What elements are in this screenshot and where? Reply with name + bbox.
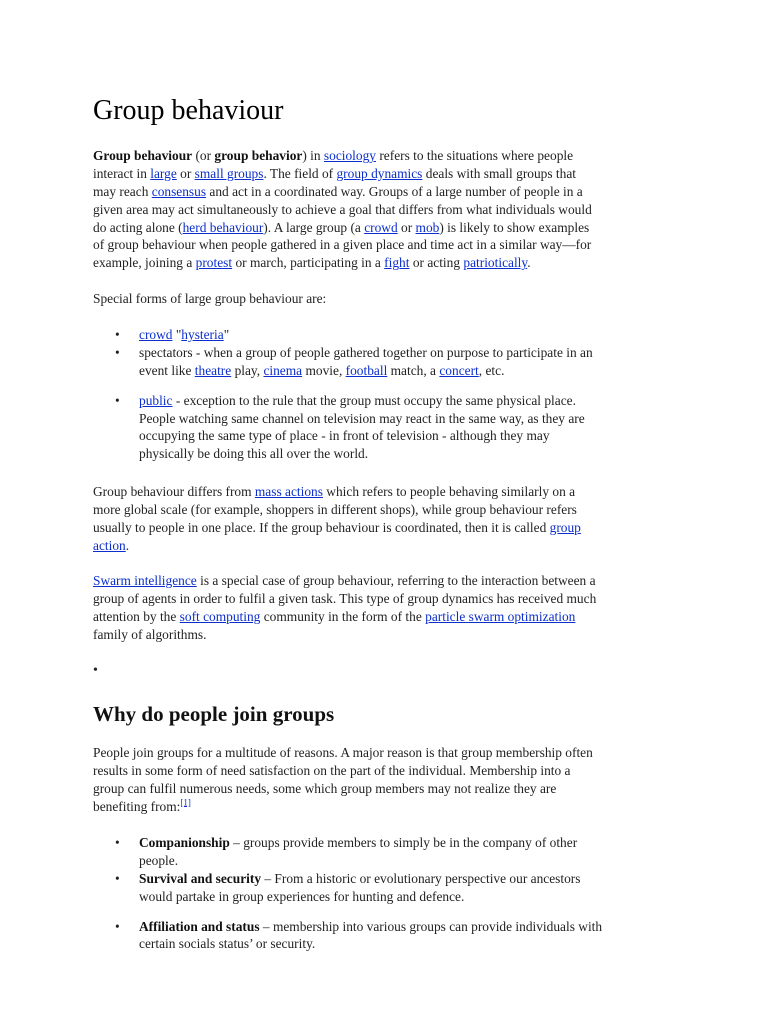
link-soft-computing[interactable]: soft computing	[179, 608, 261, 624]
link-protest[interactable]: protest	[195, 255, 233, 271]
term-companionship: Companionship	[139, 835, 230, 850]
list-item: • Affiliation and status – membership into various groups can provide individuals with certain socials status’ or security.	[115, 918, 603, 952]
link-patriotically[interactable]: patriotically	[463, 255, 528, 271]
bullet-icon: •	[93, 663, 98, 678]
link-concert[interactable]: concert	[439, 362, 479, 378]
link-crowd-item[interactable]: crowd	[139, 327, 173, 342]
forms-list	[93, 326, 683, 463]
link-consensus[interactable]: consensus	[151, 183, 207, 199]
reference-link-1[interactable]: [1]	[180, 797, 191, 808]
intro-line-6: of group behaviour when people gathered in a given place and time act in a similar way—for	[93, 237, 592, 253]
special-forms-paragraph: Special forms of large group behaviour are:	[93, 291, 327, 306]
term-survival-security: Survival and security	[139, 870, 262, 886]
bullet-icon: •	[115, 327, 120, 342]
list-item: • spectators - when a group of people gathered together on purpose to participate in an event like theatre play, cinema movie, football match, a concert, etc.	[115, 344, 593, 378]
link-herd-behaviour[interactable]: herd behaviour	[182, 219, 264, 235]
differs-paragraph: Group behaviour differs from mass actions which refers to people behaving similarly on a more global scale (for example, shoppers in different shops), while group behaviour refers usually to people in one place. If the group behaviour is coordinated, then it is called group action.	[93, 484, 581, 553]
intro-paragraph	[93, 147, 683, 272]
link-large[interactable]: large	[150, 165, 177, 181]
link-mob[interactable]: mob	[415, 219, 440, 235]
link-football[interactable]: football	[345, 362, 388, 378]
term-group-behavior: group behavior	[214, 148, 303, 163]
why-paragraph: People join groups for a multitude of reasons. A major reason is that group membership often results in some form of need satisfaction on the part of the individual. Membership into a group can fulfil numerous needs, some which group members may not realize they are benefiting from:[1]	[93, 745, 593, 814]
swarm-paragraph: Swarm intelligence is a special case of group behaviour, referring to the interaction between a group of agents in order to fulfil a given task. This type of group dynamics has received much attention by the soft computing community in the form of the particle swarm optimization family of algorithms.	[93, 573, 597, 642]
link-group-dynamics[interactable]: group dynamics	[336, 165, 423, 181]
list-item: • public - exception to the rule that the group must occupy the same physical place. People watching same channel on television may react in the same way, as they are occupying the same type of place - in front of television - although they may physically be doing this all over the world.	[115, 392, 585, 462]
list-item: • Companionship – groups provide members to simply be in the company of other people.	[115, 835, 578, 868]
bullet-icon: •	[115, 870, 120, 886]
term-affiliation-status: Affiliation and status	[139, 918, 260, 934]
page-title: Group behaviour	[93, 95, 284, 126]
link-mass-actions[interactable]: mass actions	[254, 484, 323, 499]
intro-line-7: example, joining a protest or march, participating in a fight or acting patriotically.	[93, 255, 531, 271]
bullet-icon: •	[115, 835, 120, 850]
bullet-icon: •	[115, 392, 120, 408]
intro-line-2: interact in large or small groups. The field of group dynamics deals with small groups that	[93, 165, 577, 181]
link-hysteria[interactable]: hysteria	[181, 327, 224, 342]
intro-line-1: Group behaviour (or group behavior) in sociology refers to the situations where people	[93, 148, 574, 163]
section-title-why-join: Why do people join groups	[93, 702, 335, 726]
link-group-action[interactable]: group	[549, 519, 581, 535]
link-small-groups[interactable]: small groups	[194, 165, 264, 181]
bullet-icon: •	[115, 918, 120, 934]
link-sociology[interactable]: sociology	[323, 148, 376, 163]
intro-line-3: may reach consensus and act in a coordinated way. Groups of a large number of people in a	[93, 183, 583, 199]
link-cinema[interactable]: cinema	[263, 362, 303, 378]
list-item: • crowd "hysteria"	[115, 327, 230, 342]
bullet-icon: •	[115, 344, 120, 360]
link-crowd[interactable]: crowd	[364, 219, 398, 235]
link-swarm-intelligence[interactable]: Swarm intelligence	[93, 573, 197, 588]
link-public[interactable]: public	[139, 392, 173, 408]
term-group-behaviour: Group behaviour	[93, 148, 193, 163]
intro-line-4: given area may act simultaneously to achieve a goal that differs from what individuals would	[93, 201, 592, 217]
link-particle-swarm-optimization[interactable]: particle swarm optimization	[425, 608, 576, 624]
link-theatre[interactable]: theatre	[194, 362, 232, 378]
link-group-action-cont[interactable]: action	[93, 537, 126, 553]
list-item: • Survival and security – From a historic or evolutionary perspective our ancestors would partake in group experiences for hunting and defence.	[115, 870, 581, 904]
intro-line-5: do acting alone (herd behaviour). A large group (a crowd or mob) is likely to show examples	[93, 219, 590, 235]
link-fight[interactable]: fight	[384, 255, 410, 271]
needs-list	[93, 834, 683, 953]
